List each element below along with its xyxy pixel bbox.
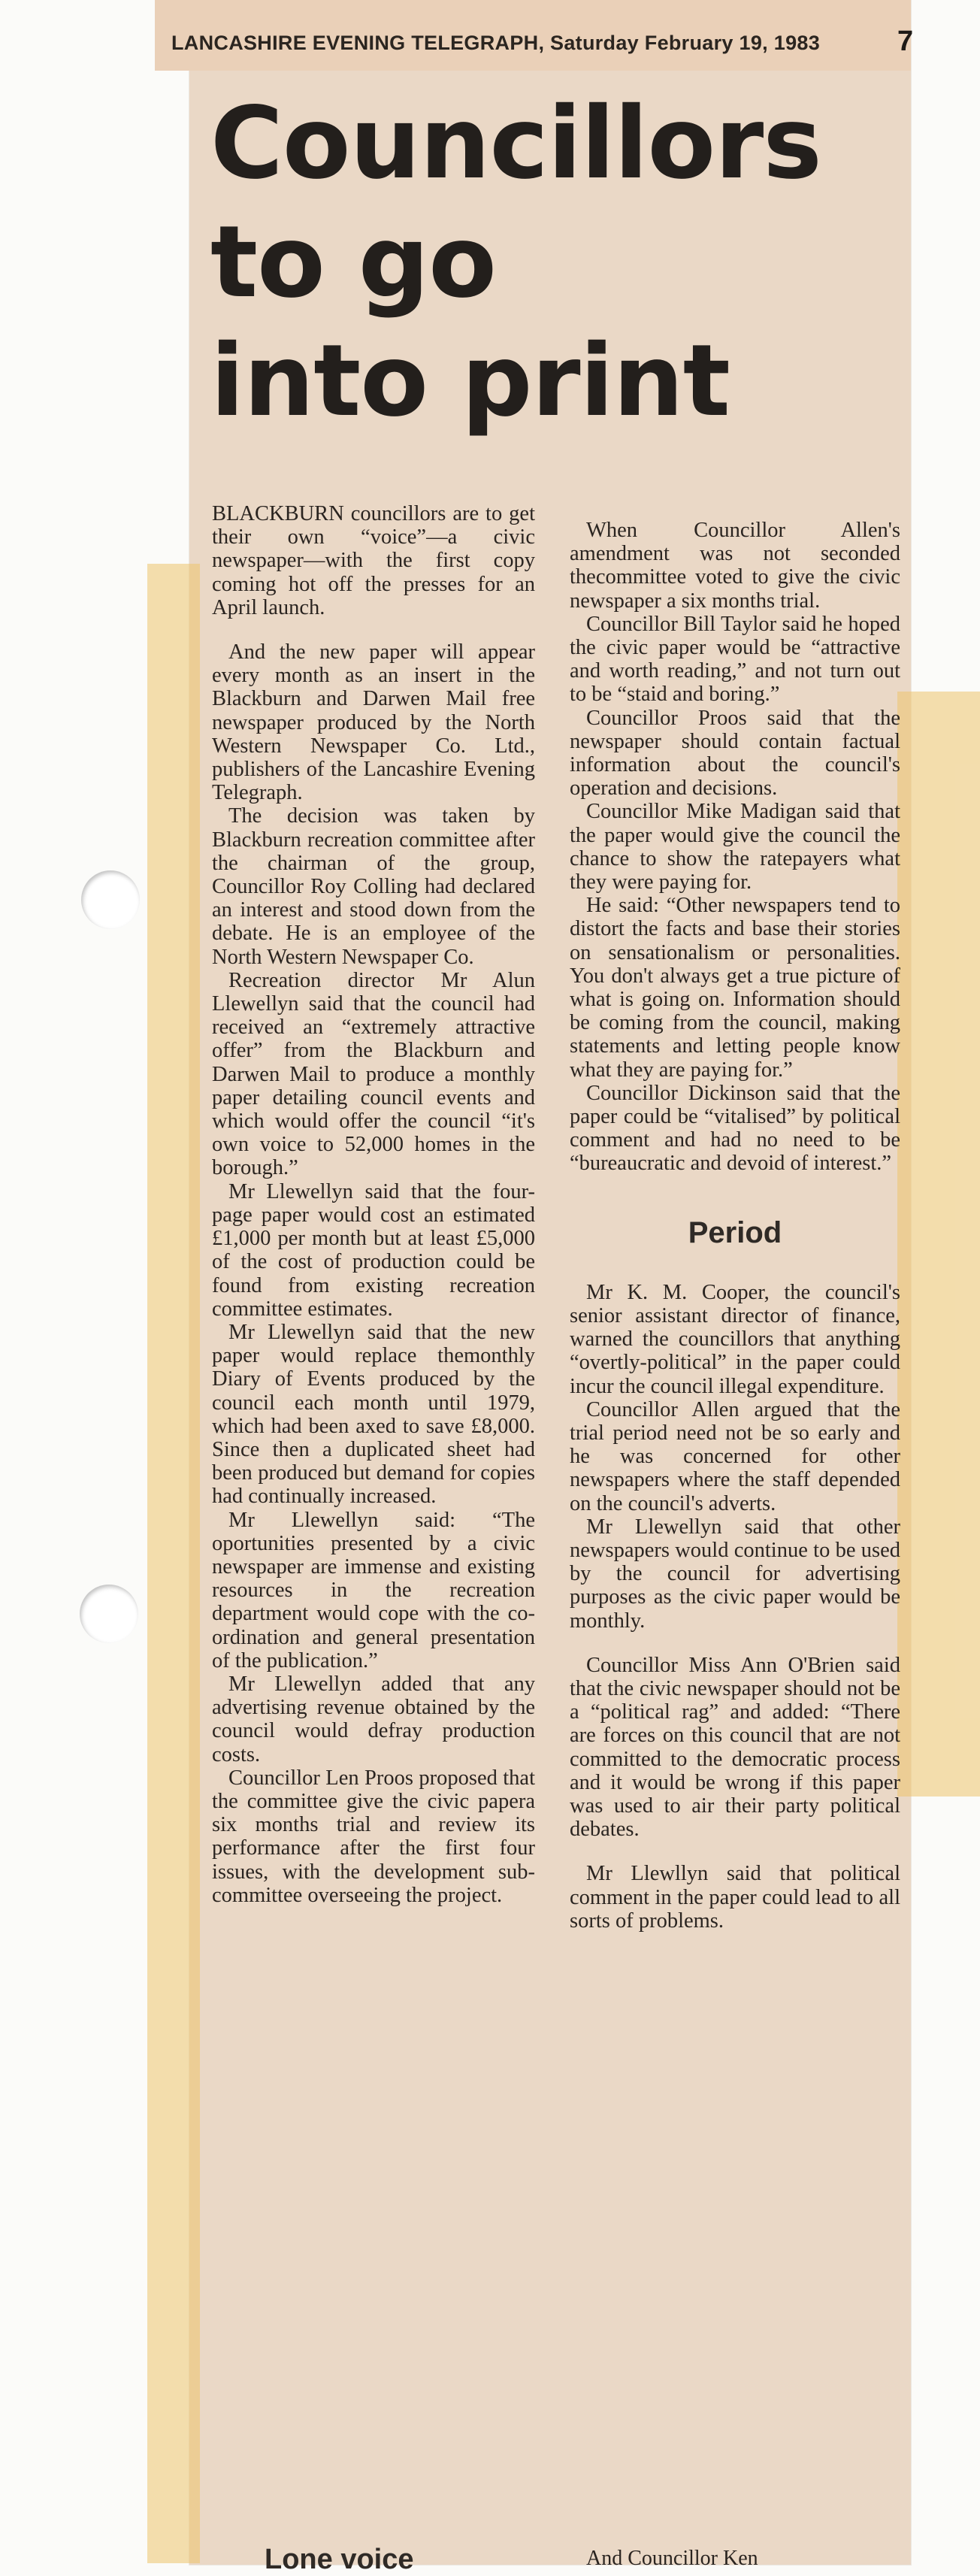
binder-hole-bottom: [80, 1585, 138, 1643]
page-number: 7: [897, 26, 914, 57]
article-paragraph: Councillor Proos said that the newspaper should contain factual information about the council's operation and decisions.: [570, 706, 900, 801]
article-paragraph: When Councillor Allen's amendment was not seconded thecommittee voted to give the civic newspaper a six months trial.: [570, 519, 900, 613]
article-paragraph: Councillor Allen argued that the trial period need not be so early and he was concerned for other newspapers where the staff depended on the council's adverts.: [570, 1397, 900, 1515]
article-paragraph: Mr Llewellyn said that the new paper would replace themonthly Diary of Events produced by the council each month until 1979, which had been axed to save £8,000. Since then a duplicated sheet had been produced but demand for copies had continually increased.: [212, 1320, 535, 1509]
article-paragraph: Mr Llewllyn said that political comment in the paper could lead to all sorts of problems.: [570, 1862, 900, 1933]
article-paragraph: Councillor Dickinson said that the paper could be “vitalised” by political comment and had no need to be “bureaucratic and devoid of interest.”: [570, 1081, 900, 1176]
tape-strip-right: [897, 692, 980, 1797]
headline-line-2: to go: [210, 204, 496, 320]
dateline: LANCASHIRE EVENING TELEGRAPH, Saturday February 19, 1983: [171, 32, 821, 54]
cut-off-subhead: Lone voice: [265, 2544, 414, 2575]
article-column-1: [212, 502, 535, 1907]
article-paragraph: Mr Llewellyn added that any advertising revenue obtained by the council would defray production costs.: [212, 1672, 535, 1766]
article-paragraph: Mr Llewellyn said that the four-page paper would cost an estimated £1,000 per month but at least £5,000 of the cost of production could be found from existing recreation committee estimates.: [212, 1179, 535, 1321]
article-paragraph: Mr K. M. Cooper, the council's senior assistant director of finance, warned the councillors that anything “overtly-political” in the paper could incur the council illegal expenditure.: [570, 1280, 900, 1398]
binder-hole-top: [81, 870, 140, 929]
article-paragraph: BLACKBURN councillors are to get their own “voice”—a civic newspaper—with the first copy coming hot off the presses for an April launch.: [212, 502, 535, 619]
article-paragraph: The decision was taken by Blackburn recreation committee after the chairman of the group, Councillor Roy Colling had declared an interest and stood down from the debate. He is an employee of the North Western Newspaper Co.: [212, 804, 535, 969]
article-paragraph: Councillor Mike Madigan said that the paper would give the council the chance to show the ratepayers what they were paying for.: [570, 800, 900, 894]
article-paragraph: Councillor Bill Taylor said he hoped the civic paper would be “attractive and worth reading,” and not turn out to be “staid and boring.”: [570, 612, 900, 707]
headline-line-3: into print: [210, 323, 730, 439]
article-column-2: [570, 519, 900, 1933]
headline: [210, 84, 902, 440]
article-paragraph: Councillor Miss Ann O'Brien said that the civic newspaper should not be a “political rag” and added: “There are forces on this council that are not committed to the democratic process and it would be wrong if this paper was used to air their party political debates.: [570, 1653, 900, 1842]
article-paragraph: And the new paper will appear every month as an insert in the Blackburn and Darwen Mail free newspaper produced by the North Western Newspaper Co. Ltd., publishers of the Lancashire Evening Telegraph.: [212, 640, 535, 805]
tape-strip-left: [147, 564, 200, 2563]
headline-line-1: Councillors: [210, 86, 821, 201]
section-subhead: Period: [688, 1215, 782, 1249]
article-paragraph: He said: “Other newspapers tend to distort the facts and base their stories on sensationalism or personalities. You don't always get a true picture of what is going on. Information should be coming from the council, making statements and letting people know what they are paying for.”: [570, 894, 900, 1082]
article-paragraph: Recreation director Mr Alun Llewellyn said that the council had received an “extremely attractive offer” from the Blackburn and Darwen Mail to produce a monthly paper detailing council events and which would offer the council “it's own voice to 52,000 homes in the borough.”: [212, 968, 535, 1180]
article-paragraph: Mr Llewellyn said that other newspapers would continue to be used by the council for advertising purposes as the civic paper would be monthly.: [570, 1515, 900, 1633]
cut-off-text: And Councillor Ken: [586, 2547, 758, 2570]
article-paragraph: Councillor Len Proos proposed that the committee give the civic papera six months trial and review its performance after the first four issues, with the development sub-committee overseeing the project.: [212, 1766, 535, 1907]
article-paragraph: Mr Llewellyn said: “The oportunities presented by a civic newspaper are immense and existing resources in the recreation department would cope with the co-ordination and general presentation of the publication.”: [212, 1508, 535, 1672]
